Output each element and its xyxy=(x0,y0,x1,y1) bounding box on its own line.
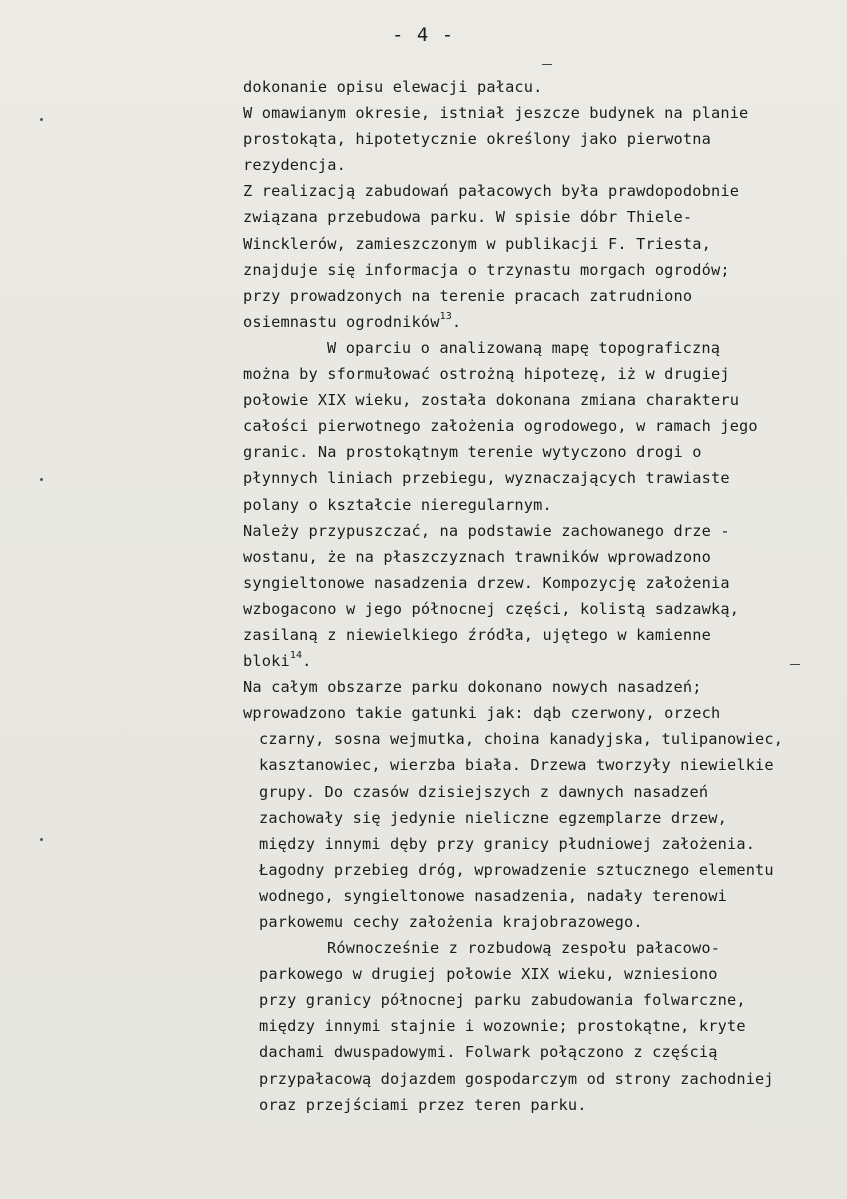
text-line xyxy=(243,465,833,491)
margin-mark xyxy=(40,118,43,121)
text-line-content: parkowego w drugiej połowie XIX wieku, wzniesiono xyxy=(259,965,718,984)
text-line xyxy=(243,752,833,778)
punctuation: . xyxy=(302,652,312,671)
text-line xyxy=(243,674,833,700)
text-line xyxy=(243,1092,833,1118)
text-line-content: polany o kształcie nieregularnym. xyxy=(243,495,552,514)
text-line xyxy=(243,178,833,204)
text-line-content: bloki xyxy=(243,652,290,671)
text-line xyxy=(243,309,833,335)
text-line-content: rezydencja. xyxy=(243,156,346,175)
text-line xyxy=(243,961,833,987)
page-number: - 4 - xyxy=(392,24,455,46)
text-line-content: związana przebudowa parku. W spisie dóbr Thiele- xyxy=(243,208,693,227)
text-line-content: znajduje się informacja o trzynastu morgach ogrodów; xyxy=(243,260,730,279)
text-line-content: Z realizacją zabudowań pałacowych była prawdopodobnie xyxy=(243,182,740,201)
text-line xyxy=(243,544,833,570)
text-line-content: Wincklerów, zamieszczonym w publikacji F. Triesta, xyxy=(243,234,711,253)
text-line-content: czarny, sosna wejmutka, choina kanadyjska, tulipanowiec, xyxy=(259,730,784,749)
text-line-content: wprowadzono takie gatunki jak: dąb czerwony, orzech xyxy=(243,704,721,723)
text-line xyxy=(243,126,833,152)
text-line-content: Należy przypuszczać, na podstawie zachowanego drze - xyxy=(243,521,730,540)
margin-mark xyxy=(40,478,43,481)
text-line xyxy=(243,648,833,674)
text-line-content: można by sformułować ostrożną hipotezę, iż w drugiej xyxy=(243,365,730,384)
text-line-content: oraz przejściami przez teren parku. xyxy=(259,1095,587,1114)
margin-dash xyxy=(542,64,552,65)
text-line-content: połowie XIX wieku, została dokonana zmiana charakteru xyxy=(243,391,740,410)
text-line xyxy=(243,335,833,361)
text-line xyxy=(243,570,833,596)
text-line xyxy=(243,413,833,439)
text-line xyxy=(243,74,833,100)
text-line-content: dokonanie opisu elewacji pałacu. xyxy=(243,78,543,96)
text-line-content: prostokąta, hipotetycznie określony jako pierwotna xyxy=(243,130,711,149)
text-line xyxy=(243,492,833,518)
text-line-content: wodnego, syngieltonowe nasadzenia, nadały terenowi xyxy=(259,886,727,905)
text-line xyxy=(243,883,833,909)
text-line-content: Na całym obszarze parku dokonano nowych nasadzeń; xyxy=(243,678,702,697)
text-line xyxy=(243,231,833,257)
text-line xyxy=(243,935,833,961)
text-line-content: płynnych liniach przebiegu, wyznaczających trawiaste xyxy=(243,469,730,488)
margin-mark xyxy=(40,838,43,841)
footnote-reference: 13 xyxy=(439,310,452,322)
text-line-content: dachami dwuspadowymi. Folwark połączono z częścią xyxy=(259,1043,718,1062)
text-line-content: osiemnastu ogrodników xyxy=(243,312,440,331)
text-line xyxy=(243,283,833,309)
text-line-content: zasilaną z niewielkiego źródła, ujętego w kamienne xyxy=(243,625,711,644)
text-line xyxy=(243,700,833,726)
text-line-content: syngieltonowe nasadzenia drzew. Kompozycję założenia xyxy=(243,573,730,592)
text-line-content: przy granicy północnej parku zabudowania folwarczne, xyxy=(259,991,746,1010)
text-line xyxy=(243,726,833,752)
punctuation: . xyxy=(451,312,462,331)
text-line-content: całości pierwotnego założenia ogrodowego, w ramach jego xyxy=(243,417,758,436)
text-line xyxy=(243,387,833,413)
text-line xyxy=(243,622,833,648)
text-line-content: kasztanowiec, wierzba biała. Drzewa tworzyły niewielkie xyxy=(259,756,774,775)
text-line-content: wostanu, że na płaszczyznach trawników wprowadzono xyxy=(243,547,711,566)
text-line xyxy=(243,361,833,387)
text-line xyxy=(243,831,833,857)
text-line-content: W omawianym okresie, istniał jeszcze budynek na planie xyxy=(243,104,749,123)
text-line xyxy=(243,1066,833,1092)
text-line xyxy=(243,204,833,230)
text-line xyxy=(243,439,833,465)
text-line-content: przypałacową dojazdem gospodarczym od strony zachodniej xyxy=(259,1069,774,1088)
text-line-content: granic. Na prostokątnym terenie wytyczono drogi o xyxy=(243,443,702,462)
text-line-content: przy prowadzonych na terenie pracach zatrudniono xyxy=(243,286,693,305)
text-line xyxy=(243,987,833,1013)
text-line xyxy=(243,100,833,126)
text-line xyxy=(243,857,833,883)
text-line-content: grupy. Do czasów dzisiejszych z dawnych nasadzeń xyxy=(259,782,709,801)
text-line-content: między innymi stajnie i wozownie; prostokątne, kryte xyxy=(259,1017,746,1036)
text-line xyxy=(243,518,833,544)
body-text xyxy=(243,74,833,1118)
footnote-reference: 14 xyxy=(289,649,303,661)
text-line-content: wzbogacono w jego północnej części, kolistą sadzawką, xyxy=(243,599,740,618)
text-line-content: Równocześnie z rozbudową zespołu pałacowo- xyxy=(327,939,721,958)
text-line-content: W oparciu o analizowaną mapę topograficzną xyxy=(327,338,721,357)
text-line-content: Łagodny przebieg dróg, wprowadzenie sztucznego elementu xyxy=(259,860,774,879)
text-line xyxy=(243,1013,833,1039)
text-line xyxy=(243,596,833,622)
text-line xyxy=(243,1039,833,1065)
text-line-content: między innymi dęby przy granicy płudniowej założenia. xyxy=(259,834,756,853)
text-line xyxy=(243,257,833,283)
text-line-content: zachowały się jedynie nieliczne egzemplarze drzew, xyxy=(259,808,727,827)
text-line xyxy=(243,805,833,831)
text-line xyxy=(243,152,833,178)
text-line xyxy=(243,909,833,935)
text-line xyxy=(243,779,833,805)
text-line-content: parkowemu cechy założenia krajobrazowego. xyxy=(259,913,643,931)
